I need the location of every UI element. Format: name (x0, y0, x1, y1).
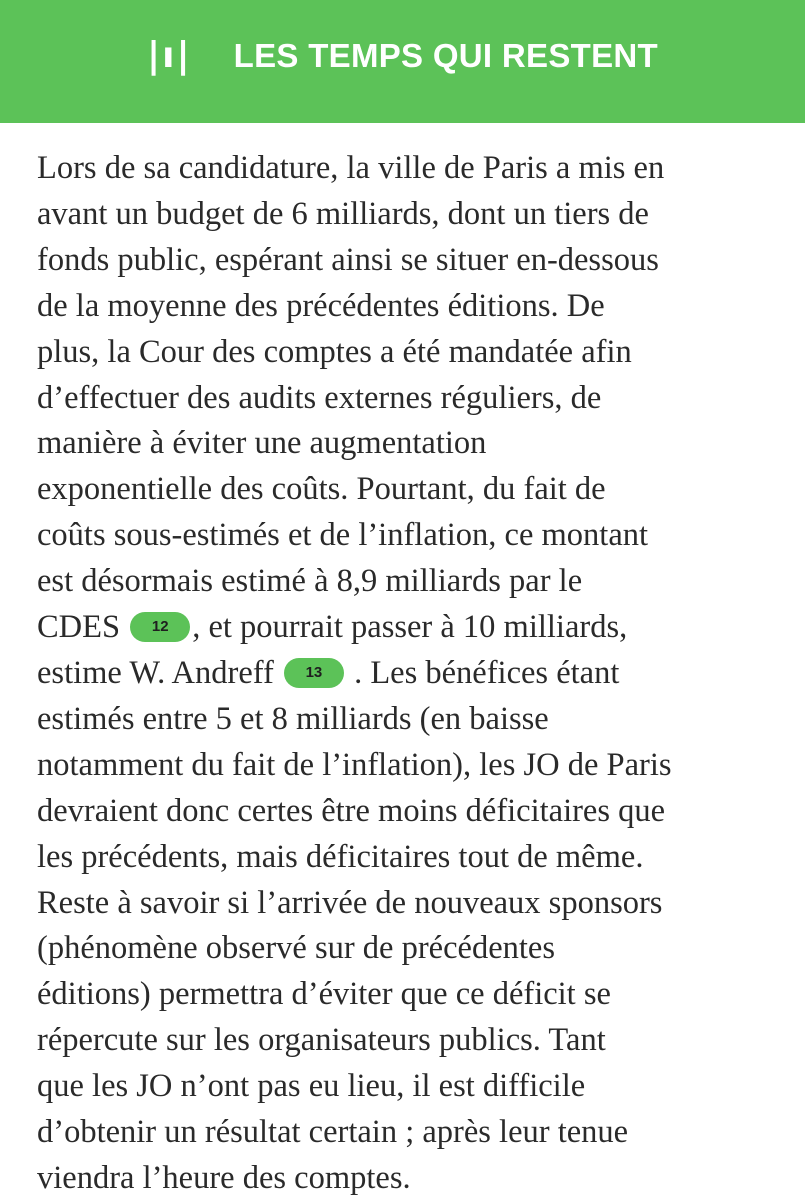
article-paragraph (37, 146, 797, 1202)
footnote-ref-12-badge[interactable]: 12 (130, 612, 190, 642)
paragraph-line-with-ref-13 (37, 651, 797, 697)
paragraph-line: plus, la Cour des comptes a été mandatée afin (37, 333, 632, 370)
section-header (0, 0, 805, 123)
paragraph-line: avant un budget de 6 milliards, dont un tiers de (37, 195, 649, 232)
section-number-mark: |ı| (147, 35, 192, 76)
line-text: . Les bénéfices étant (354, 654, 620, 691)
paragraph-line: Lors de sa candidature, la ville de Paris a mis en (37, 150, 665, 186)
paragraph-line: d’obtenir un résultat certain ; après leur tenue (37, 1114, 629, 1151)
paragraph-line: coûts sous-estimés et de l’inflation, ce montant (37, 517, 649, 554)
paragraph-line: répercute sur les organisateurs publics. Tant (37, 1022, 606, 1059)
paragraph-line: (phénomène observé sur de précédentes (37, 930, 555, 967)
paragraph-line: notamment du fait de l’inflation), les JO de Paris (37, 746, 672, 783)
paragraph-line: fonds public, espérant ainsi se situer en-dessous (37, 241, 659, 278)
line-text: , et pourrait passer à 10 milliards, (192, 609, 628, 646)
paragraph-line-with-ref-12 (37, 605, 797, 651)
paragraph-line: que les JO n’ont pas eu lieu, il est difficile (37, 1068, 586, 1105)
paragraph-line: devraient donc certes être moins déficitaires que (37, 792, 666, 829)
paragraph-line: estimés entre 5 et 8 milliards (en baisse (37, 700, 549, 737)
line-text: CDES (37, 609, 121, 646)
paragraph-line: manière à éviter une augmentation (37, 425, 487, 462)
paragraph-line: d’effectuer des audits externes réguliers, de (37, 379, 602, 416)
section-header-inner (147, 35, 658, 76)
paragraph-line: de la moyenne des précédentes éditions. De (37, 287, 605, 324)
line-text: estime W. Andreff (37, 654, 274, 691)
paragraph-line: exponentielle des coûts. Pourtant, du fait de (37, 471, 606, 508)
section-title: LES TEMPS QUI RESTENT (233, 36, 658, 74)
paragraph-line: éditions) permettra d’éviter que ce déficit se (37, 976, 611, 1013)
paragraph-line: les précédents, mais déficitaires tout de même. (37, 838, 644, 875)
paragraph-line: Reste à savoir si l’arrivée de nouveaux sponsors (37, 884, 663, 921)
paragraph-line: viendra l’heure des comptes. (37, 1159, 411, 1196)
paragraph-line: est désormais estimé à 8,9 milliards par le (37, 563, 583, 600)
footnote-ref-13-badge[interactable]: 13 (284, 658, 344, 688)
